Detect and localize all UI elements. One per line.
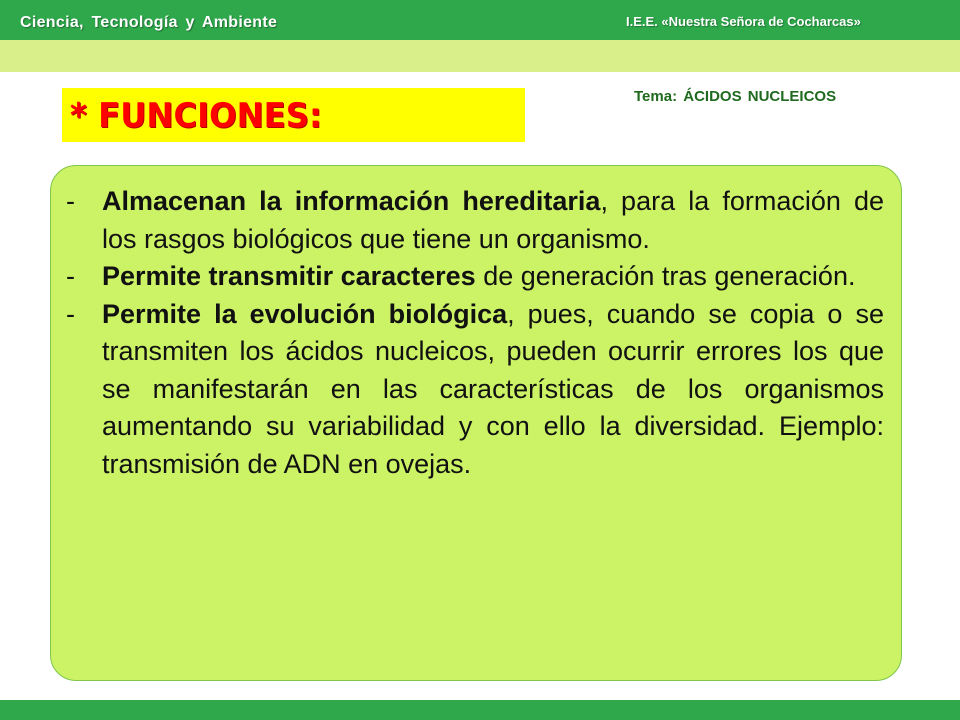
header-bar xyxy=(0,0,960,40)
topic-title: Tema: ÁCIDOS NUCLEICOS xyxy=(634,88,837,105)
item-text: , pues, cuando se copia o se transmiten los ácidos nucleicos, pueden ocurrir errores los que se manifestarán en las características de los organismos aumentando su variabilidad y con ello la diversidad. Ejemplo: transmisión de ADN en ovejas. xyxy=(102,298,884,479)
list-bullet: - xyxy=(66,298,75,329)
item-bold-text: Almacenan la información hereditaria xyxy=(102,186,601,216)
section-title-box xyxy=(62,88,525,142)
footer-bar xyxy=(0,700,960,720)
subject-title: Ciencia, Tecnología y Ambiente xyxy=(20,14,278,31)
list-bullet: - xyxy=(66,261,75,291)
item-text: de generación tras generación. xyxy=(475,261,856,291)
section-title: * FUNCIONES: xyxy=(70,96,322,136)
item-bold-text: Permite la evolución biológica xyxy=(102,298,508,329)
functions-list xyxy=(66,183,884,483)
topic-bar xyxy=(0,40,960,105)
school-name: I.E.E. «Nuestra Señora de Cocharcas» xyxy=(626,14,861,29)
item-text: , para la formación de los rasgos biológicos que tiene un organismo. xyxy=(102,186,884,254)
list-bullet: - xyxy=(66,186,75,216)
list-item xyxy=(66,183,884,258)
list-item xyxy=(66,258,884,296)
item-bold-text: Permite transmitir caracteres xyxy=(102,261,476,291)
list-item xyxy=(66,296,884,484)
